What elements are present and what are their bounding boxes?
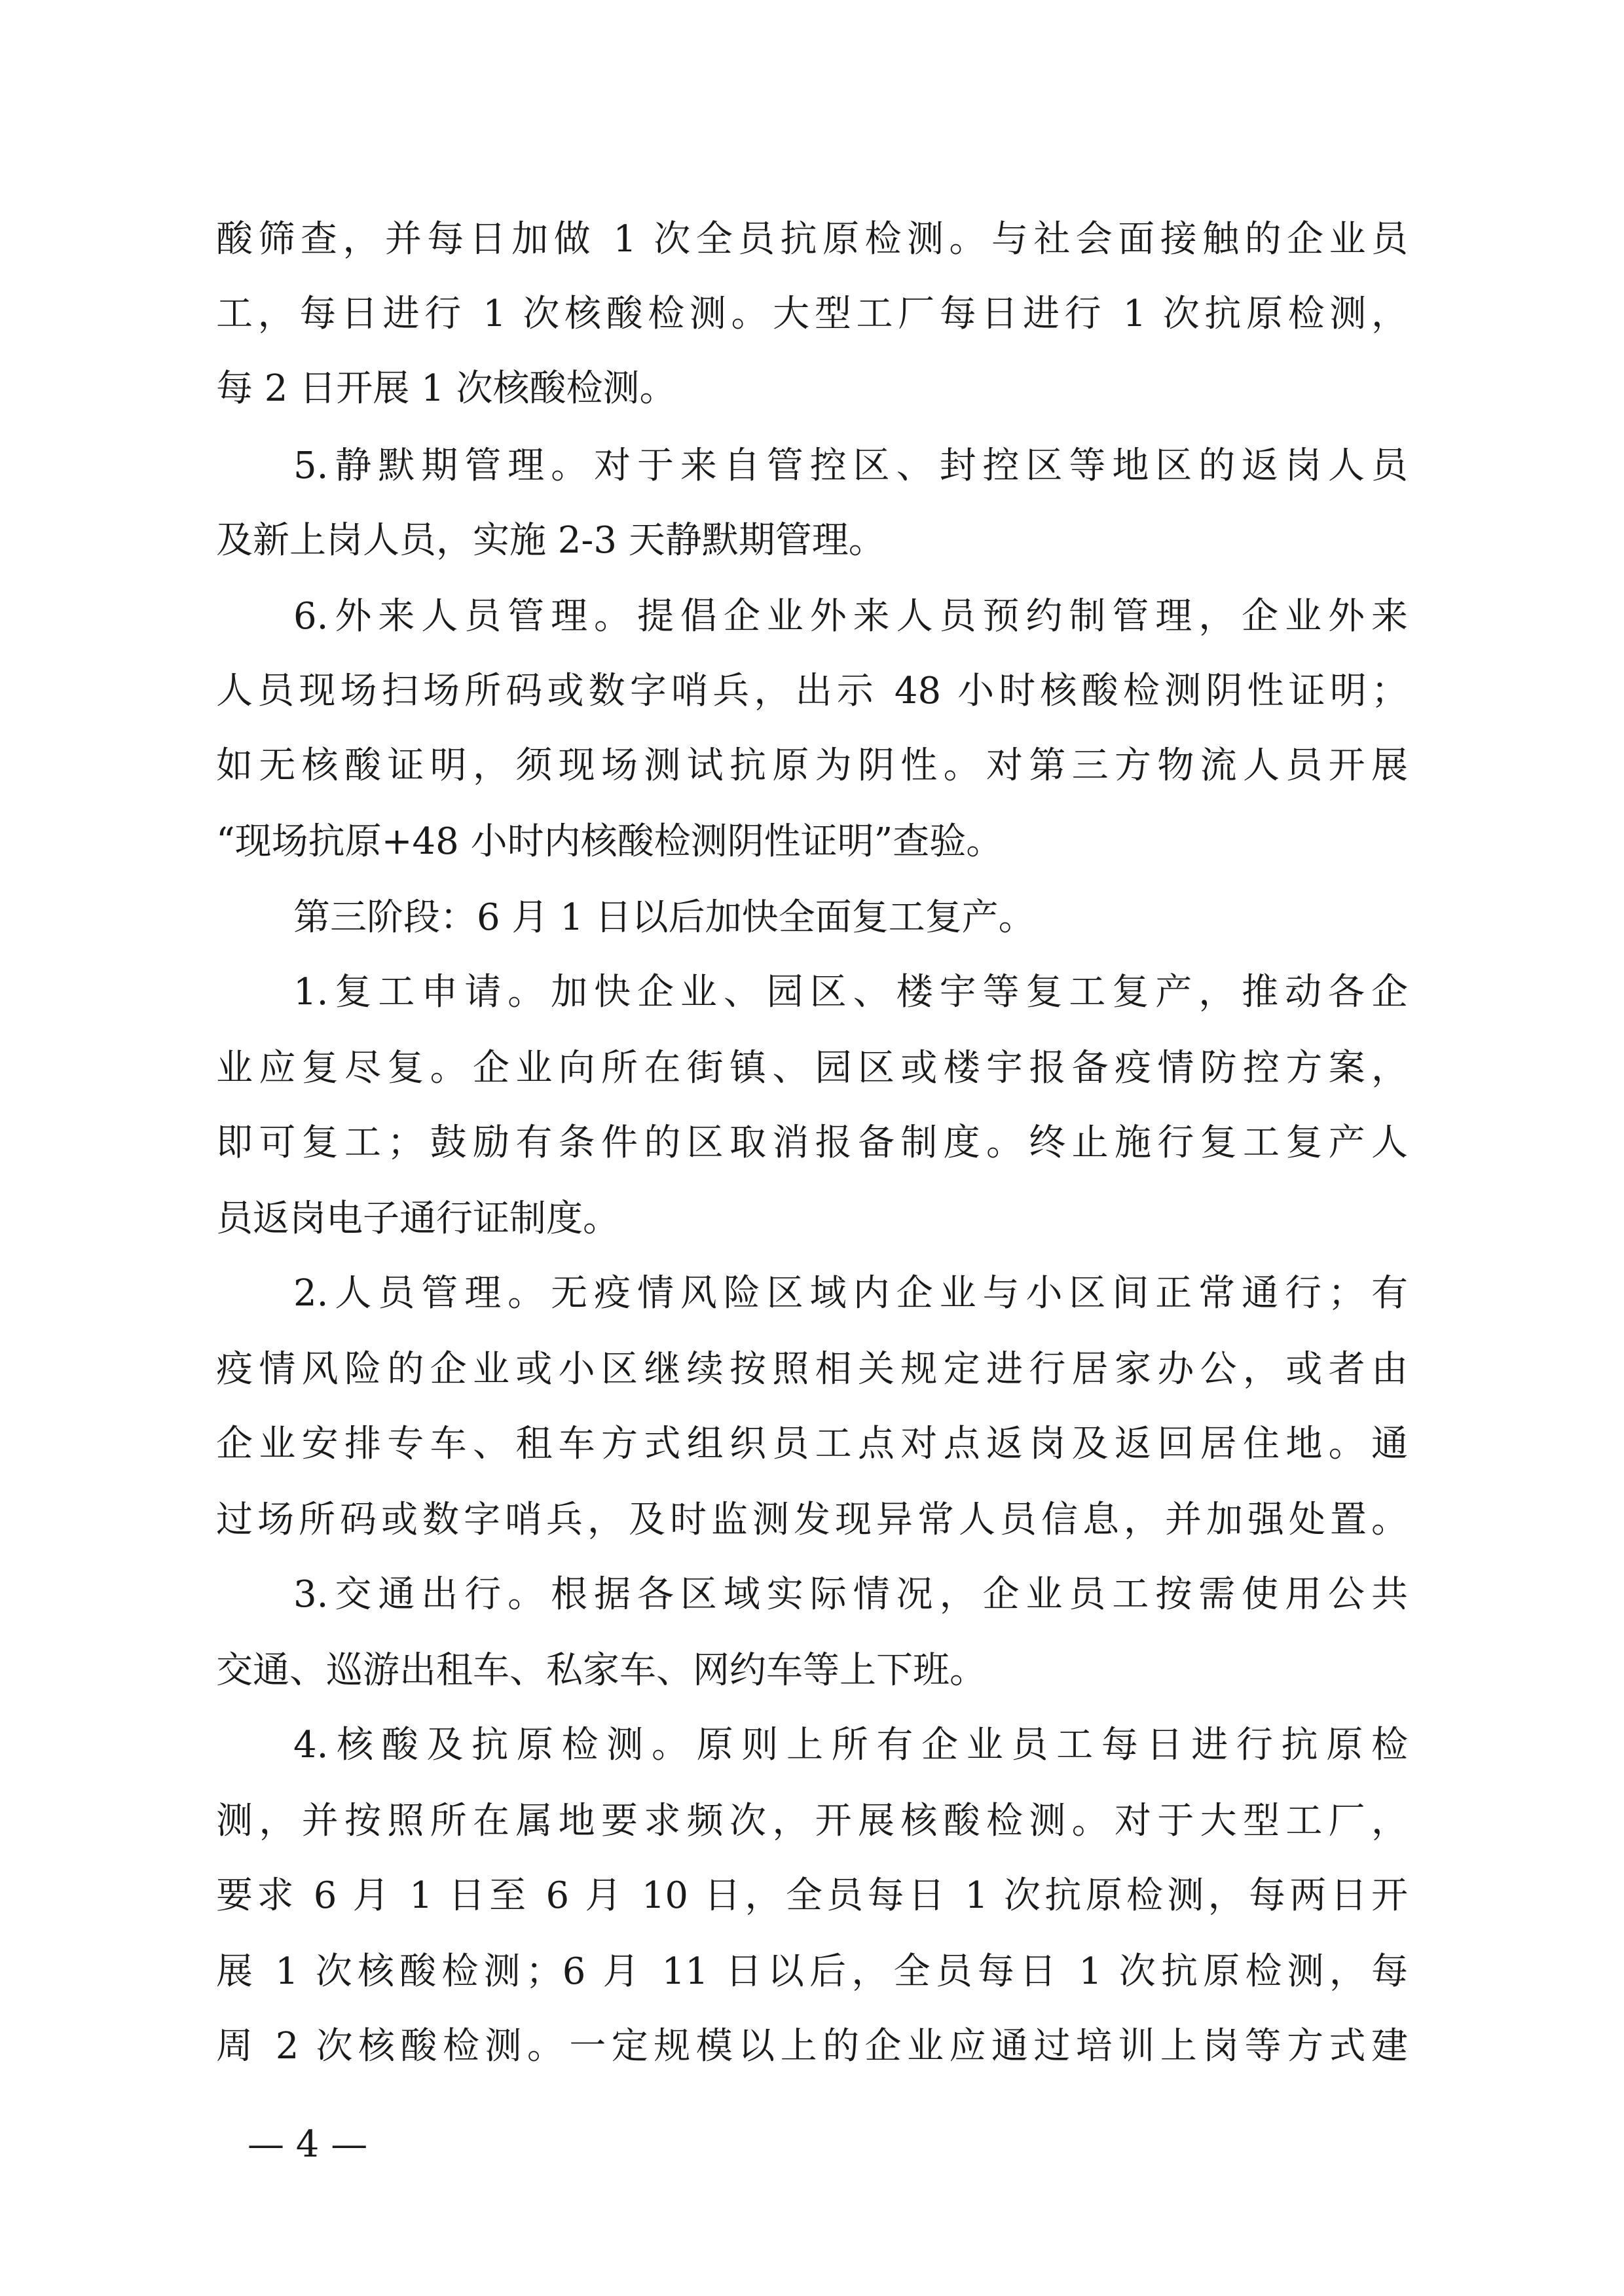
paragraph-line: 周 2 次核酸检测。一定规模以上的企业应通过培训上岗等方式建	[216, 2025, 1408, 2068]
paragraph-line: 3.交通出行。根据各区域实际情况，企业员工按需使用公共	[293, 1573, 1408, 1616]
paragraph-line: 测，并按照所在属地要求频次，开展核酸检测。对于大型工厂，	[216, 1800, 1408, 1842]
paragraph-line: 要求 6 月 1 日至 6 月 10 日，全员每日 1 次抗原检测，每两日开	[216, 1874, 1408, 1917]
paragraph-line: 交通、巡游出租车、私家车、网约车等上下班。	[216, 1649, 986, 1692]
page-number: — 4 —	[248, 2123, 368, 2166]
paragraph-line: 工，每日进行 1 次核酸检测。大型工厂每日进行 1 次抗原检测，	[216, 293, 1408, 335]
paragraph-line: 6.外来人员管理。提倡企业外来人员预约制管理，企业外来	[293, 595, 1408, 638]
paragraph-line: 如无核酸证明，须现场测试抗原为阴性。对第三方物流人员开展	[216, 744, 1408, 787]
paragraph-line: 人员现场扫场所码或数字哨兵，出示 48 小时核酸检测阴性证明；	[216, 670, 1408, 712]
paragraph-line: 业应复尽复。企业向所在街镇、园区或楼宇报备疫情防控方案，	[216, 1047, 1408, 1089]
paragraph-line: 及新上岗人员，实施 2-3 天静默期管理。	[216, 519, 885, 562]
section-heading: 第三阶段：6 月 1 日以后加快全面复工复产。	[293, 896, 1035, 939]
paragraph-line: 企业安排专车、租车方式组织员工点对点返岗及返回居住地。通	[216, 1423, 1408, 1465]
paragraph-line: 过场所码或数字哨兵，及时监测发现异常人员信息，并加强处置。	[216, 1499, 1408, 1541]
paragraph-line: 即可复工；鼓励有条件的区取消报备制度。终止施行复工复产人	[216, 1121, 1408, 1164]
paragraph-line: “现场抗原+48 小时内核酸检测阴性证明”查验。	[216, 820, 1003, 863]
paragraph-line: 员返岗电子通行证制度。	[216, 1197, 619, 1240]
paragraph-line: 5.静默期管理。对于来自管控区、封控区等地区的返岗人员	[293, 445, 1408, 487]
paragraph-line: 4.核酸及抗原检测。原则上所有企业员工每日进行抗原检	[293, 1724, 1408, 1766]
paragraph-line: 酸筛查，并每日加做 1 次全员抗原检测。与社会面接触的企业员	[216, 218, 1408, 261]
paragraph-line: 展 1 次核酸检测；6 月 11 日以后，全员每日 1 次抗原检测，每	[216, 1950, 1408, 1993]
paragraph-line: 疫情风险的企业或小区继续按照相关规定进行居家办公，或者由	[216, 1348, 1408, 1391]
paragraph-line: 1.复工申请。加快企业、园区、楼宇等复工复产，推动各企	[293, 971, 1408, 1013]
paragraph-line: 2.人员管理。无疫情风险区域内企业与小区间正常通行；有	[293, 1272, 1408, 1315]
paragraph-line: 每 2 日开展 1 次核酸检测。	[216, 367, 676, 410]
